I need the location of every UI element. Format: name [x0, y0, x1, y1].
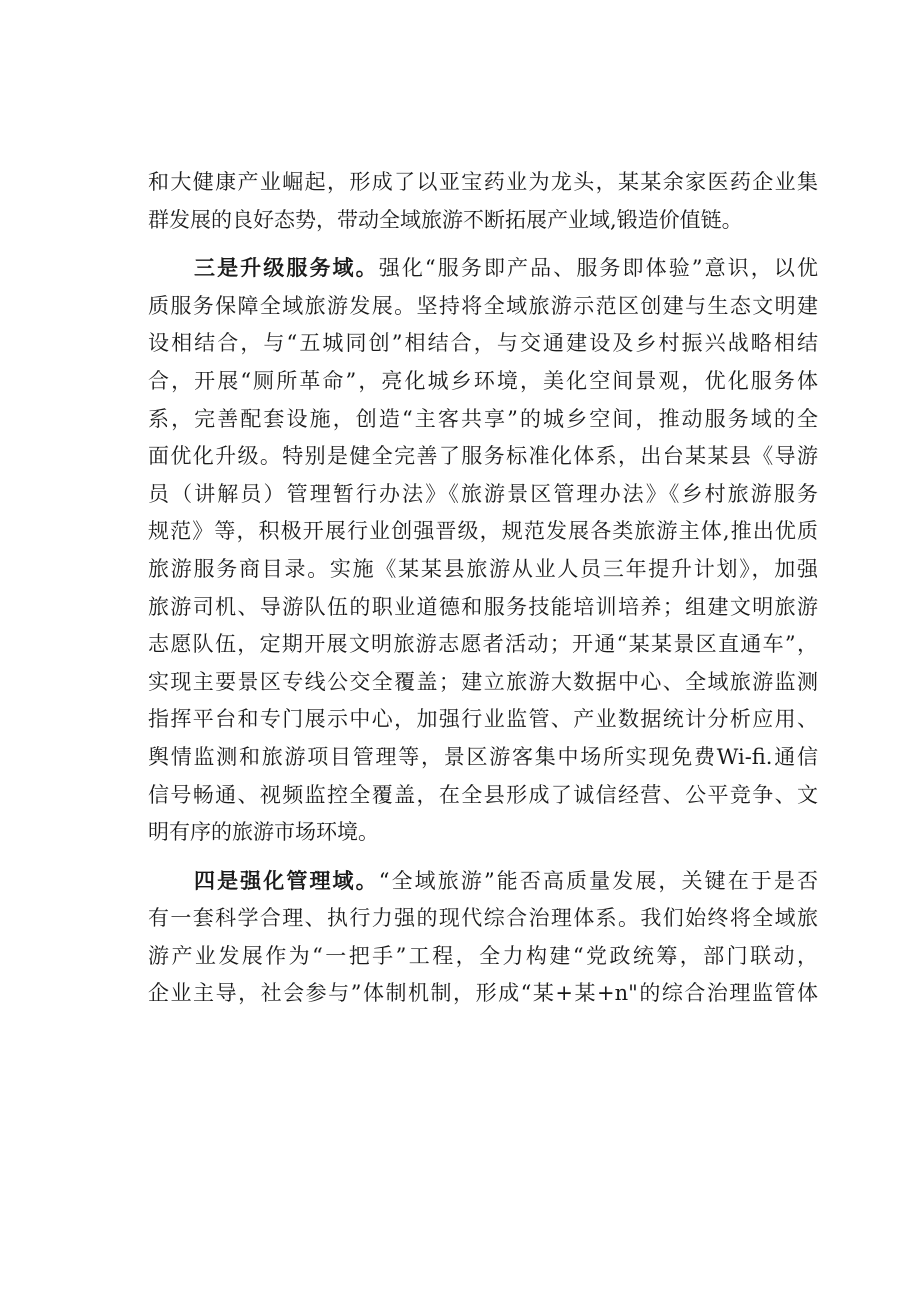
paragraph-2-line-11: 志愿队伍，定期开展文明旅游志愿者活动；开通“某某景区直通车”，	[148, 632, 818, 657]
paragraph-3-line-2: 有一套科学合理、执行力强的现代综合治理体系。我们始终将全域旅	[148, 906, 818, 931]
paragraph-2-line-4: 合，开展“厕所革命”，亮化城乡环境，美化空间景观，优化服务体	[148, 368, 818, 393]
paragraph-2-line-1	[148, 250, 818, 288]
paragraph-2-line-7: 员（讲解员）管理暂行办法》《旅游景区管理办法》《乡村旅游服务	[148, 481, 818, 506]
paragraph-2-line-5: 系，完善配套设施，创造“主客共享”的城乡空间，推动服务域的全	[148, 406, 818, 431]
paragraph-2-line-3: 设相结合，与“五城同创”相结合，与交通建设及乡村振兴战略相结	[148, 331, 818, 356]
paragraph-2-line-8: 规范》等，积极开展行业创强晋级，规范发展各类旅游主体,推出优质	[148, 519, 818, 544]
paragraph-spacer	[148, 852, 818, 863]
paragraph-3-line-3: 游产业发展作为“一把手”工程，全力构建“党政统筹，部门联动，	[148, 943, 818, 968]
paragraph-3-line-1	[148, 863, 818, 901]
paragraph-1-line-2: 群发展的良好态势，带动全域旅游不断拓展产业域,锻造价值链。	[148, 207, 743, 232]
paragraph-2-line-9: 旅游服务商目录。实施《某某县旅游从业人员三年提升计划》，加强	[148, 556, 818, 581]
paragraph-3-line-4: 企业主导，社会参与”体制机制，形成“某+某+n"的综合治理监管体	[148, 981, 818, 1006]
paragraph-2-line-6: 面优化升级。特别是健全完善了服务标准化体系，出台某某县《导游	[148, 444, 818, 469]
document-body	[148, 164, 818, 1013]
paragraph-2-line-1-text: 强化“服务即产品、服务即体验”意识，以优	[378, 256, 818, 281]
paragraph-2-line-12: 实现主要景区专线公交全覆盖；建立旅游大数据中心、全域旅游监测	[148, 669, 818, 694]
paragraph-1-line-1: 和大健康产业崛起，形成了以亚宝药业为龙头，某某余家医药企业集	[148, 170, 818, 194]
paragraph-2-line-2: 质服务保障全域旅游发展。坚持将全域旅游示范区创建与生态文明建	[148, 293, 818, 318]
paragraph-2-heading: 三是升级服务域。	[194, 256, 379, 281]
paragraph-2-line-16: 明有序的旅游市场环境。	[148, 820, 379, 845]
paragraph-3-heading: 四是强化管理域。	[194, 868, 379, 893]
paragraph-2-line-10: 旅游司机、导游队伍的职业道德和服务技能培训培养；组建文明旅游	[148, 594, 818, 619]
paragraph-2-line-15: 信号畅通、视频监控全覆盖，在全县形成了诚信经营、公平竞争、文	[148, 782, 818, 807]
paragraph-2-line-13: 指挥平台和专门展示中心，加强行业监管、产业数据统计分析应用、	[148, 707, 818, 732]
paragraph-2-line-14: 舆情监测和旅游项目管理等，景区游客集中场所实现免费Wi-fi.通信	[148, 744, 818, 769]
paragraph-3-line-1-text: “全域旅游”能否高质量发展，关键在于是否	[378, 868, 818, 893]
paragraph-spacer	[148, 239, 818, 250]
